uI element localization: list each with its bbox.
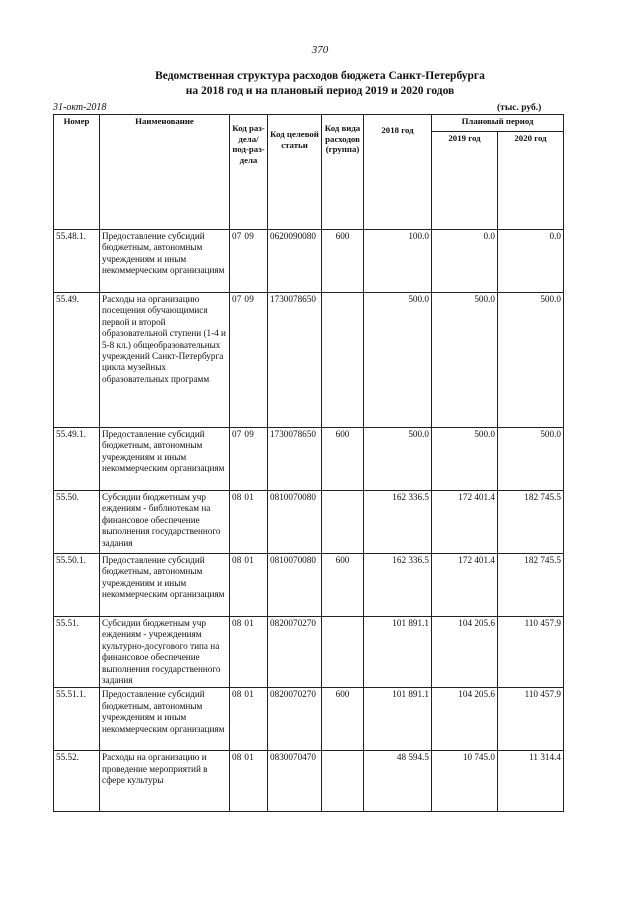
row-section-code [230,491,268,554]
row-name: Предоставление субсидий бюджетным, автономным учреждениям и иным некоммерческим организациям [100,428,230,491]
row-number: 55.49.1. [54,428,100,491]
row-target-code: 0810070080 [268,554,322,617]
row-name: Субсидии бюджетным учр еждениям - библиотекам на финансовое обеспечение выполнения государственного задания [100,491,230,554]
subsection-code: 01 [244,618,254,628]
row-target-code: 0820070270 [268,617,322,688]
row-amount-2019: 172 401.4 [432,554,498,617]
row-target-code: 1730078650 [268,293,322,428]
title-line-1: Ведомственная структура расходов бюджета Санкт-Петербурга [155,70,485,82]
row-target-code: 0810070080 [268,491,322,554]
row-section-code [230,751,268,812]
row-section-code [230,293,268,428]
section-code: 08 [232,689,242,700]
header-2020: 2020 год [498,132,564,230]
row-expense-type-code [322,293,364,428]
row-name: Предоставление субсидий бюджетным, автономным учреждениям и иным некоммерческим организациям [100,554,230,617]
row-amount-2019: 10 745.0 [432,751,498,812]
row-amount-2018: 101 891.1 [364,617,432,688]
row-amount-2018: 500.0 [364,293,432,428]
table-row [54,688,564,751]
header-2019: 2019 год [432,132,498,230]
table-row [54,617,564,688]
section-code: 07 [232,231,242,241]
subsection-code: 01 [244,555,254,565]
table-row [54,428,564,491]
row-amount-2020: 0.0 [498,230,564,293]
row-amount-2020: 182 745.5 [498,554,564,617]
row-name: Предоставление субсидий бюджетным, автономным учреждениям и иным некоммерческим организациям [100,230,230,293]
row-amount-2018: 48 594.5 [364,751,432,812]
row-amount-2019: 104 205.6 [432,617,498,688]
header-target-code: Код целевой статьи [268,115,322,230]
budget-table [53,114,564,812]
section-code: 08 [232,492,242,502]
table-row [54,491,564,554]
row-name: Расходы на организацию посещения обучающимися первой и второй образовательной ступени (1-4 и 5-8 кл.) общеобразовательных учреждений Санкт-Петербурга цикла музейных образовательных программ [100,293,230,428]
row-amount-2019: 500.0 [432,428,498,491]
subsection-code: 01 [244,492,254,502]
row-expense-type-code: 600 [322,554,364,617]
section-code: 08 [232,555,242,565]
row-section-code [230,230,268,293]
row-amount-2018: 162 336.5 [364,491,432,554]
row-number: 55.50. [54,491,100,554]
row-amount-2018: 101 891.1 [364,688,432,751]
section-code: 08 [232,752,242,763]
subsection-code: 01 [244,689,254,700]
row-name: Субсидии бюджетным учр еждениям - учреждениям культурно-досугового типа на финансовое обеспечение выполнения государственного задания [100,617,230,688]
row-amount-2020: 110 457.9 [498,688,564,751]
row-target-code: 0820070270 [268,688,322,751]
row-section-code [230,428,268,491]
table-row [54,293,564,428]
row-target-code: 0620090080 [268,230,322,293]
header-planned-period: Плановый период [432,115,564,132]
row-number: 55.51.1. [54,688,100,751]
header-expense-type-code: Код вида расходов (группа) [322,115,364,230]
subsection-code: 09 [244,231,254,241]
section-code: 07 [232,294,242,304]
row-number: 55.51. [54,617,100,688]
row-number: 55.50.1. [54,554,100,617]
table-row [54,554,564,617]
row-expense-type-code [322,617,364,688]
page-number: 370 [311,44,329,56]
row-section-code [230,617,268,688]
row-number: 55.49. [54,293,100,428]
row-amount-2018: 162 336.5 [364,554,432,617]
table-row [54,751,564,812]
section-code: 07 [232,429,242,439]
row-amount-2020: 500.0 [498,428,564,491]
row-amount-2020: 500.0 [498,293,564,428]
row-expense-type-code: 600 [322,230,364,293]
row-amount-2019: 0.0 [432,230,498,293]
row-amount-2018: 100.0 [364,230,432,293]
title-line-2: на 2018 год и на плановый период 2019 и 2020 годов [185,85,455,97]
header-number: Номер [54,115,100,230]
row-amount-2018: 500.0 [364,428,432,491]
header-name: Наименование [100,115,230,230]
row-name: Расходы на организацию и проведение мероприятий в сфере культуры [100,751,230,812]
row-section-code [230,554,268,617]
row-expense-type-code [322,751,364,812]
row-number: 55.52. [54,751,100,812]
row-section-code [230,688,268,751]
row-target-code: 1730078650 [268,428,322,491]
row-name: Предоставление субсидий бюджетным, автономным учреждениям и иным некоммерческим организациям [100,688,230,751]
table-row [54,230,564,293]
section-code: 08 [232,618,242,628]
report-date: 31-окт-2018 [53,102,107,113]
row-amount-2019: 104 205.6 [432,688,498,751]
header-2018: 2018 год [364,115,432,230]
row-number: 55.48.1. [54,230,100,293]
row-amount-2019: 500.0 [432,293,498,428]
subsection-code: 09 [244,294,254,304]
header-section-code: Код раз-дела/ под-раз-дела [230,115,268,230]
row-expense-type-code: 600 [322,428,364,491]
row-amount-2020: 110 457.9 [498,617,564,688]
row-amount-2020: 11 314.4 [498,751,564,812]
row-target-code: 0830070470 [268,751,322,812]
row-amount-2020: 182 745.5 [498,491,564,554]
subsection-code: 09 [244,429,254,439]
subsection-code: 01 [244,752,254,763]
row-expense-type-code [322,491,364,554]
row-expense-type-code: 600 [322,688,364,751]
document-title [0,69,640,99]
row-amount-2019: 172 401.4 [432,491,498,554]
units-label: (тыс. руб.) [497,103,542,113]
